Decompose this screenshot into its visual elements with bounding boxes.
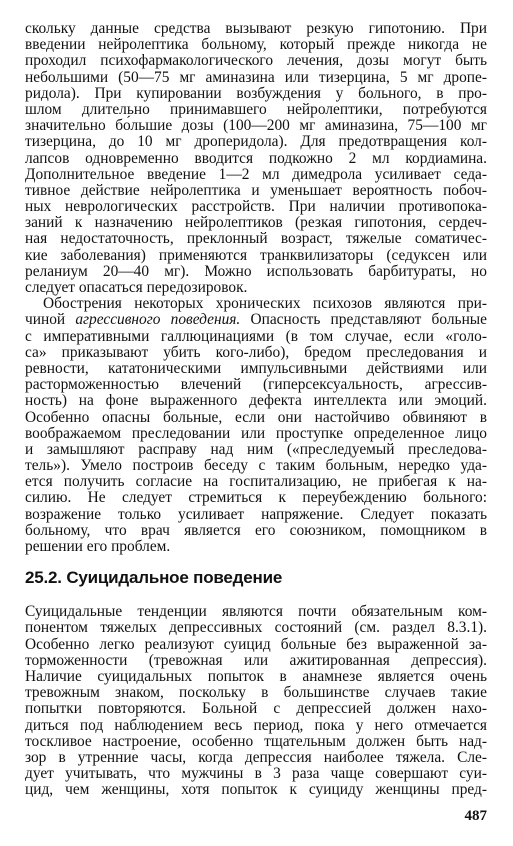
paragraph-2-line: силию. Не следует стремиться к переубеждению больного: bbox=[25, 489, 487, 507]
paragraph-1-line: ная недостаточность, преклонный возраст, тяжелые соматичес- bbox=[25, 230, 487, 248]
paragraph-2 bbox=[25, 296, 487, 555]
paragraph-1-line: ных неврологических расстройств. При наличии противопока- bbox=[25, 198, 487, 216]
page-number: 487 bbox=[464, 808, 487, 824]
paragraph-2-line: ется получить согласие на госпитализацию, не прибегая к на- bbox=[25, 473, 487, 491]
paragraph-2-line: тель»). Умело построив беседу с таким больным, нередко уда- bbox=[25, 457, 487, 475]
paragraph-1-line: введении нейролептика больному, который прежде никогда не bbox=[25, 36, 487, 54]
paragraph-3-line: тоскливое настроение, особенно тщательным должен быть над- bbox=[25, 732, 487, 750]
text-run: Опасность представляют больные bbox=[240, 311, 487, 329]
paragraph-3-line: Наличие суицидальных попыток в анамнезе является очень bbox=[25, 667, 487, 685]
paragraph-2-line: с императивными галлюцинациями (в том случае, если «голо- bbox=[25, 327, 487, 345]
paragraph-1 bbox=[25, 21, 487, 296]
paragraph-1-line: следует опасаться передозировок. bbox=[25, 279, 248, 296]
paragraph-3-line: попытки повторяются. Больной с депрессией должен нахо- bbox=[25, 700, 487, 718]
paragraph-1-line: значительно бо́льшие дозы (100—200 мг аминазина, 75—100 мг bbox=[25, 117, 487, 135]
paragraph-1-line: тизерцина, до 10 мг дроперидола). Для предотвращения кол- bbox=[25, 133, 487, 151]
paragraph-2-line: и замышляют расправу над ним («преследуемый преследова- bbox=[25, 440, 487, 458]
paragraph-2-line: ревности, кататоническими импульсивными действиями или bbox=[25, 359, 487, 377]
paragraph-3-line: цид, чем женщины, хотя попыток к суициду женщины пред- bbox=[25, 781, 487, 799]
paragraph-2-line: Обострения некоторых хронических психозов являются при- bbox=[43, 295, 487, 313]
paragraph-2-line: са» приказывают убить кого-либо), бредом преследования и bbox=[25, 343, 487, 361]
paragraph-2-line: больному, что врач является его союзником, помощником в bbox=[25, 521, 487, 539]
paragraph-1-line: лапсов одновременно вводится подкожно 2 мл кордиамина. bbox=[25, 149, 487, 167]
paragraph-2-line: воображаемом преследовании или проступке определенное лицо bbox=[25, 424, 487, 442]
paragraph-3-line: торможенности (тревожная или ажитированная депрессия). bbox=[25, 651, 487, 669]
paragraph-3-line: Особенно легко реализуют суицид больные без выраженной за- bbox=[25, 635, 487, 653]
paragraph-1-line: проходил психофармакологического лечения, дозы могут быть bbox=[25, 52, 487, 70]
paragraph-1-line: заний к назначению нейролептиков (резкая гипотония, сердеч- bbox=[25, 214, 487, 232]
paragraph-3-line: зор в утренние часы, когда депрессия наиболее тяжела. Сле- bbox=[25, 748, 487, 766]
paragraph-3-line: дует учитывать, что мужчины в 3 раза чаще совершают суи- bbox=[25, 765, 487, 783]
section-heading: 25.2. Суицидальное поведение bbox=[25, 568, 283, 588]
paragraph-2-line bbox=[25, 312, 487, 328]
paragraph-2-line: расторможенностью влечений (гиперсексуальность, агрессив- bbox=[25, 376, 487, 394]
italic-term: агрессивного поведения. bbox=[75, 311, 241, 329]
paragraph-3-line: Суицидальные тенденции являются почти обязательным ком- bbox=[25, 603, 487, 621]
paragraph-3-line: диться под наблюдением весь период, пока у него отмечается bbox=[25, 716, 487, 734]
paragraph-2-rest bbox=[25, 329, 487, 556]
paragraph-1-line: ридола). При купировании возбуждения у больного, в про- bbox=[25, 84, 487, 102]
paragraph-2-line: Особенно опасны больные, если они настойчиво обвиняют в bbox=[25, 408, 487, 426]
text-run: чиной bbox=[25, 311, 76, 329]
paragraph-1-line: реланиум 20—40 мг). Можно использовать барбитураты, но bbox=[25, 262, 487, 280]
paragraph-3-line: тревожным знаком, поскольку в большинстве случаев такие bbox=[25, 684, 487, 702]
paragraph-1-line: Дополнительное введение 1—2 мл димедрола усиливает седа- bbox=[25, 165, 487, 183]
page-content bbox=[25, 21, 487, 798]
paragraph-1-line: кие заболевания) применяются транквилизаторы (седуксен или bbox=[25, 246, 487, 264]
paragraph-3-line: понентом тяжелых депрессивных состояний (см. раздел 8.3.1). bbox=[25, 619, 487, 637]
paragraph-3 bbox=[25, 604, 487, 798]
paragraph-1-line: шлом длительно принимавшего нейролептики, потребуются bbox=[25, 100, 487, 118]
paragraph-2-line: ность) на фоне выраженного дефекта интеллекта или эмоций. bbox=[25, 392, 487, 410]
paragraph-2-line: возражение только усиливает напряжение. Следует показать bbox=[25, 505, 487, 523]
paragraph-1-line: небольшими (50—75 мг аминазина или тизерцина, 5 мг дропе- bbox=[25, 68, 487, 86]
paragraph-1-line: тивное действие нейролептика и уменьшает вероятность побоч- bbox=[25, 181, 487, 199]
paragraph-2-line: решении его проблем. bbox=[25, 538, 171, 555]
paragraph-1-line: скольку данные средства вызывают резкую гипотонию. При bbox=[25, 20, 487, 37]
